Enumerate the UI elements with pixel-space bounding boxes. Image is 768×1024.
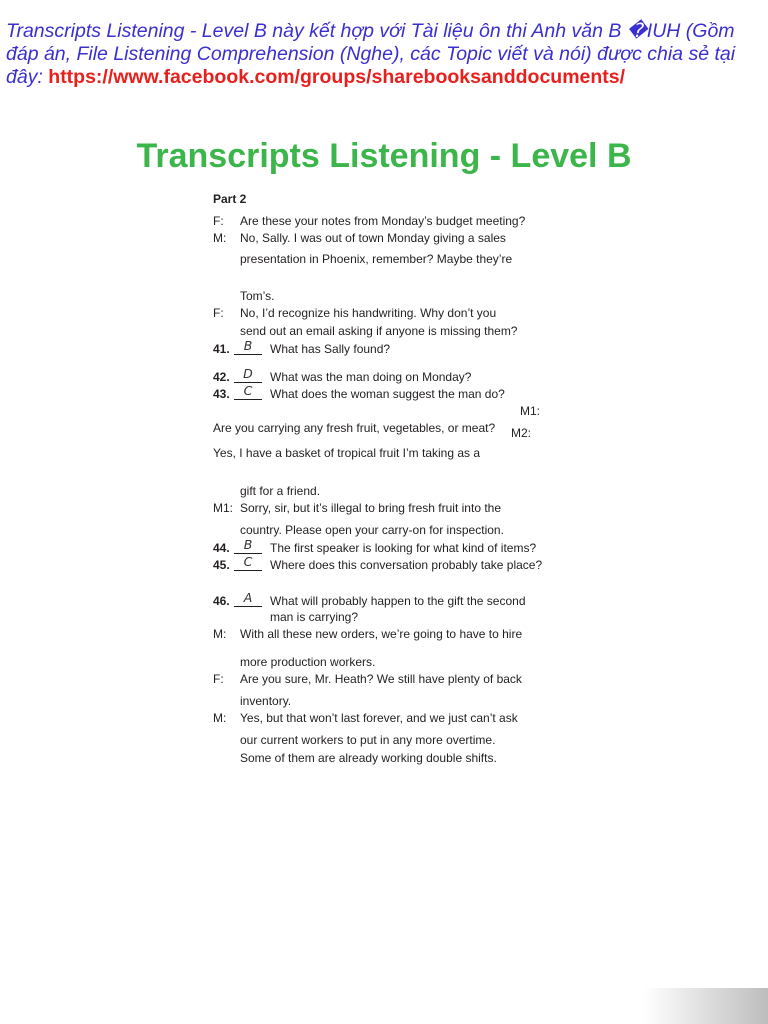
speaker-label: M1: <box>213 501 234 515</box>
answer-blank: D <box>234 368 262 383</box>
answer-blank: C <box>234 385 262 400</box>
answer-blank: A <box>234 592 262 607</box>
dialogue-line: our current workers to put in any more overtime. <box>240 733 496 747</box>
speaker-label: F: <box>213 306 224 320</box>
speaker-label: F: <box>213 214 224 228</box>
dialogue-line: more production workers. <box>240 655 376 669</box>
dialogue-line: send out an email asking if anyone is missing them? <box>240 324 518 338</box>
speaker-label: M: <box>213 711 227 725</box>
question-number: 44. <box>213 541 230 555</box>
part-heading: Part 2 <box>213 192 247 206</box>
banner-text: Transcripts Listening - Level B này kết hợp với Tài liệu ôn thi Anh văn B �IUH (Gồm đáp án, File Listening Comprehension (Nghe), các Topic viết và nói) được chia sẻ tại đây: <box>6 20 736 88</box>
dialogue-line: inventory. <box>240 694 292 708</box>
dialogue-line: Tom’s. <box>240 289 275 303</box>
dialogue-line: No, Sally. I was out of town Monday giving a sales <box>240 231 506 245</box>
dialogue-line: No, I’d recognize his handwriting. Why don’t you <box>240 306 497 320</box>
dialogue-line: Yes, I have a basket of tropical fruit I’m taking as a <box>213 446 481 460</box>
facebook-group-link[interactable]: https://www.facebook.com/groups/sharebooksanddocuments/ <box>48 66 626 88</box>
dialogue-line: Sorry, sir, but it’s illegal to bring fresh fruit into the <box>240 501 502 515</box>
dialogue-line: presentation in Phoenix, remember? Maybe they’re <box>240 252 513 266</box>
dialogue-line: Yes, but that won’t last forever, and we just can’t ask <box>240 711 518 725</box>
speaker-label: M2: <box>511 426 532 440</box>
dialogue-line: With all these new orders, we’re going to have to hire <box>240 627 523 641</box>
dialogue-line: gift for a friend. <box>240 484 321 498</box>
dialogue-line: Are these your notes from Monday’s budget meeting? <box>240 214 526 228</box>
dialogue-line: Are you carrying any fresh fruit, vegetables, or meat? <box>213 421 496 435</box>
page-title: Transcripts Listening - Level B <box>136 137 632 175</box>
speaker-label: F: <box>213 672 224 686</box>
question-number: 46. <box>213 594 230 608</box>
question-text: What does the woman suggest the man do? <box>270 387 505 401</box>
question-text: What has Sally found? <box>270 342 391 356</box>
speaker-label: M: <box>213 231 227 245</box>
question-text: Where does this conversation probably take place? <box>270 558 543 572</box>
answer-blank: B <box>234 539 262 554</box>
speaker-label: M: <box>213 627 227 641</box>
page-corner-shade <box>644 988 768 1024</box>
dialogue-line: Some of them are already working double shifts. <box>240 751 497 765</box>
answer-blank: C <box>234 556 262 571</box>
question-text: What was the man doing on Monday? <box>270 370 472 384</box>
question-text-continued: man is carrying? <box>270 610 359 624</box>
answer-blank: B <box>234 340 262 355</box>
question-number: 43. <box>213 387 230 401</box>
dialogue-line: Are you sure, Mr. Heath? We still have plenty of back <box>240 672 522 686</box>
question-text: What will probably happen to the gift the second <box>270 594 526 608</box>
dialogue-line: country. Please open your carry-on for inspection. <box>240 523 504 537</box>
question-number: 42. <box>213 370 230 384</box>
question-text: The first speaker is looking for what kind of items? <box>270 541 537 555</box>
speaker-label: M1: <box>520 404 541 418</box>
question-number: 41. <box>213 342 230 356</box>
question-number: 45. <box>213 558 230 572</box>
